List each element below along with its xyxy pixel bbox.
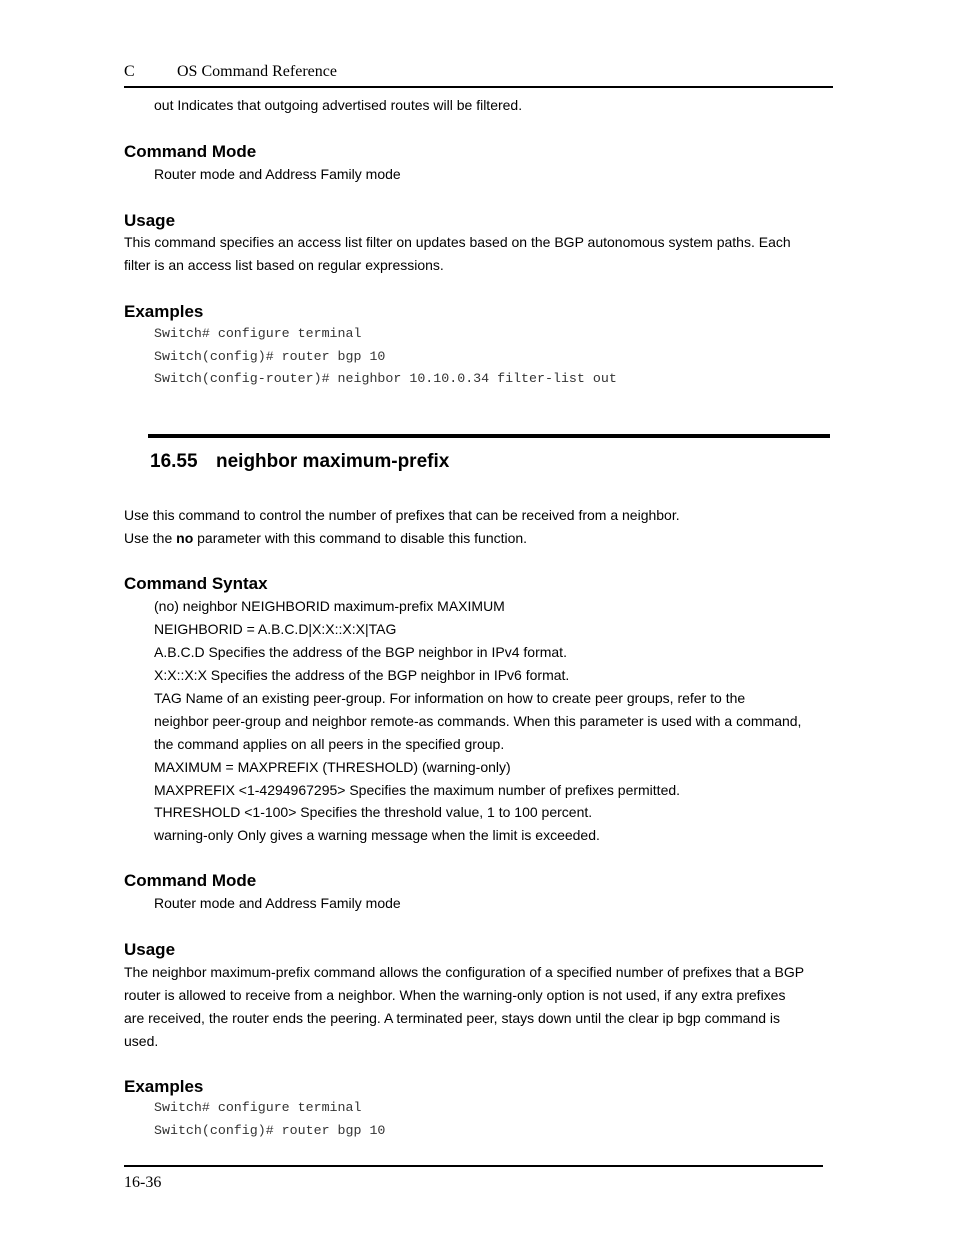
page-header bbox=[124, 62, 833, 88]
usage-line: router is allowed to receive from a neighbor. When the warning-only option is not used, if any extra prefixes bbox=[124, 987, 786, 1003]
out-parameter-line: out Indicates that outgoing advertised routes will be filtered. bbox=[154, 97, 523, 113]
syntax-line: neighbor peer-group and neighbor remote-as commands. When this parameter is used with a command, bbox=[154, 713, 802, 729]
usage-line: are received, the router ends the peering. A terminated peer, stays down until the clear ip bgp command is bbox=[124, 1010, 781, 1026]
usage-heading: Usage bbox=[124, 940, 176, 959]
header-letter: C bbox=[124, 63, 135, 80]
header-title: OS Command Reference bbox=[177, 63, 337, 80]
code-line: Switch(config-router)# neighbor 10.10.0.34 filter-list out bbox=[154, 371, 617, 386]
command-mode-heading: Command Mode bbox=[124, 142, 257, 161]
syntax-line: MAXPREFIX <1-4294967295> Specifies the maximum number of prefixes permitted. bbox=[154, 782, 681, 798]
code-line: Switch(config)# router bgp 10 bbox=[154, 349, 386, 364]
section-number: 16.55 bbox=[150, 451, 198, 472]
syntax-line: A.B.C.D Specifies the address of the BGP neighbor in IPv4 format. bbox=[154, 644, 567, 660]
command-mode-text: Router mode and Address Family mode bbox=[154, 895, 401, 911]
command-mode-text: Router mode and Address Family mode bbox=[154, 166, 401, 182]
command-mode-heading: Command Mode bbox=[124, 871, 257, 890]
page-footer bbox=[124, 1165, 823, 1191]
examples-heading: Examples bbox=[124, 302, 204, 321]
code-line: Switch# configure terminal bbox=[154, 326, 362, 341]
usage-line: used. bbox=[124, 1033, 159, 1049]
usage-heading: Usage bbox=[124, 211, 176, 230]
page-number: 16-36 bbox=[124, 1174, 162, 1191]
no-keyword: no bbox=[176, 530, 194, 546]
section-name: neighbor maximum-prefix bbox=[216, 451, 450, 472]
section-title bbox=[150, 451, 449, 473]
syntax-line: X:X::X:X Specifies the address of the BGP neighbor in IPv6 format. bbox=[154, 667, 570, 683]
usage-line: The neighbor maximum-prefix command allows the configuration of a specified number of prefixes that a BGP bbox=[124, 964, 805, 980]
section-rule bbox=[148, 434, 830, 438]
usage-line: This command specifies an access list filter on updates based on the BGP autonomous system paths. Each bbox=[124, 234, 791, 250]
usage-line: filter is an access list based on regular expressions. bbox=[124, 257, 444, 273]
code-line: Switch(config)# router bgp 10 bbox=[154, 1123, 386, 1138]
examples-heading: Examples bbox=[124, 1077, 204, 1096]
syntax-line: the command applies on all peers in the specified group. bbox=[154, 736, 505, 752]
command-syntax-heading: Command Syntax bbox=[124, 574, 268, 593]
syntax-line: NEIGHBORID = A.B.C.D|X:X::X:X|TAG bbox=[154, 621, 397, 637]
intro-line-no: Use the no parameter with this command to disable this function. bbox=[124, 530, 528, 546]
syntax-line: THRESHOLD <1-100> Specifies the threshold value, 1 to 100 percent. bbox=[154, 804, 593, 820]
syntax-line: TAG Name of an existing peer-group. For information on how to create peer groups, refer to the bbox=[154, 690, 746, 706]
code-line: Switch# configure terminal bbox=[154, 1100, 362, 1115]
intro-line: Use this command to control the number of prefixes that can be received from a neighbor. bbox=[124, 507, 680, 523]
syntax-line: warning-only Only gives a warning message when the limit is exceeded. bbox=[154, 827, 600, 843]
syntax-line: MAXIMUM = MAXPREFIX (THRESHOLD) (warning-only) bbox=[154, 759, 511, 775]
syntax-line: (no) neighbor NEIGHBORID maximum-prefix MAXIMUM bbox=[154, 598, 505, 614]
